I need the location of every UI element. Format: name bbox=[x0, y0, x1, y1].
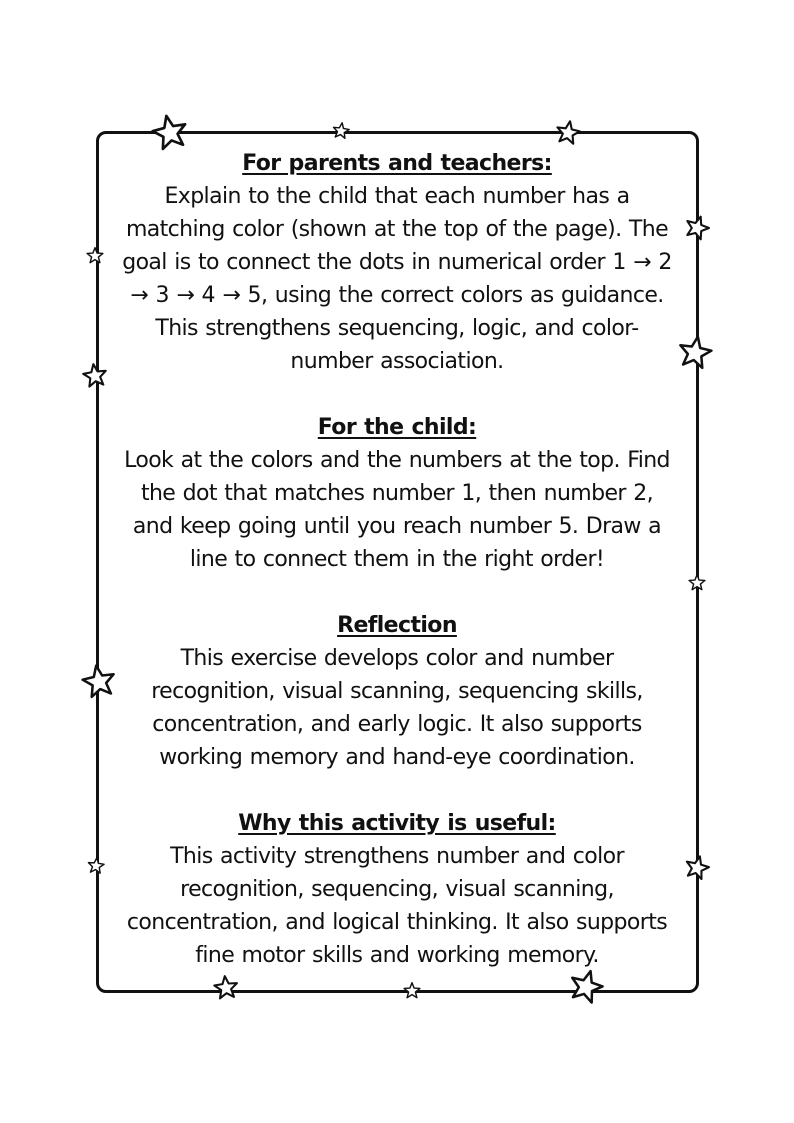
star-icon bbox=[86, 856, 106, 876]
text-line: This exercise develops color and number bbox=[180, 646, 614, 671]
text-line: goal is to connect the dots in numerical order 1 → 2 bbox=[122, 250, 672, 275]
section-heading: For the child: bbox=[317, 415, 477, 440]
text-line: concentration, and early logic. It also supports bbox=[152, 712, 642, 737]
star-icon bbox=[674, 332, 716, 374]
text-line: Look at the colors and the numbers at the top. Find bbox=[124, 448, 670, 473]
text-line: → 3 → 4 → 5, using the correct colors as guidance. bbox=[130, 283, 664, 308]
section-parents-teachers bbox=[104, 147, 690, 378]
text-line: recognition, visual scanning, sequencing skills, bbox=[151, 679, 643, 704]
text-line: the dot that matches number 1, then number 2, bbox=[140, 481, 654, 506]
instructions-content bbox=[104, 147, 690, 972]
star-icon bbox=[403, 982, 421, 1000]
text-line: number association. bbox=[290, 349, 504, 374]
section-heading: Reflection bbox=[337, 613, 457, 638]
text-line: line to connect them in the right order! bbox=[189, 547, 605, 572]
star-icon bbox=[212, 974, 241, 1003]
section-why-useful bbox=[104, 807, 690, 972]
star-icon bbox=[86, 247, 104, 265]
star-icon bbox=[78, 661, 120, 703]
star-icon bbox=[553, 118, 583, 148]
star-icon bbox=[80, 361, 109, 390]
text-line: matching color (shown at the top of the page). The bbox=[125, 217, 669, 242]
star-icon bbox=[147, 110, 192, 155]
text-line: working memory and hand-eye coordination. bbox=[159, 745, 635, 770]
section-heading: Why this activity is useful: bbox=[238, 811, 556, 836]
text-line: fine motor skills and working memory. bbox=[195, 943, 599, 968]
text-line: This activity strengthens number and color bbox=[170, 844, 624, 869]
section-reflection bbox=[104, 609, 690, 774]
section-for-the-child bbox=[104, 411, 690, 576]
section-heading: For parents and teachers: bbox=[242, 151, 552, 176]
star-icon bbox=[688, 574, 706, 592]
star-icon bbox=[331, 121, 351, 141]
text-line: This strengthens sequencing, logic, and color- bbox=[155, 316, 639, 341]
text-line: concentration, and logical thinking. It also supports bbox=[126, 910, 668, 935]
text-line: and keep going until you reach number 5. Draw a bbox=[132, 514, 662, 539]
text-line: Explain to the child that each number has a bbox=[164, 184, 630, 209]
text-line: recognition, sequencing, visual scanning, bbox=[180, 877, 614, 902]
